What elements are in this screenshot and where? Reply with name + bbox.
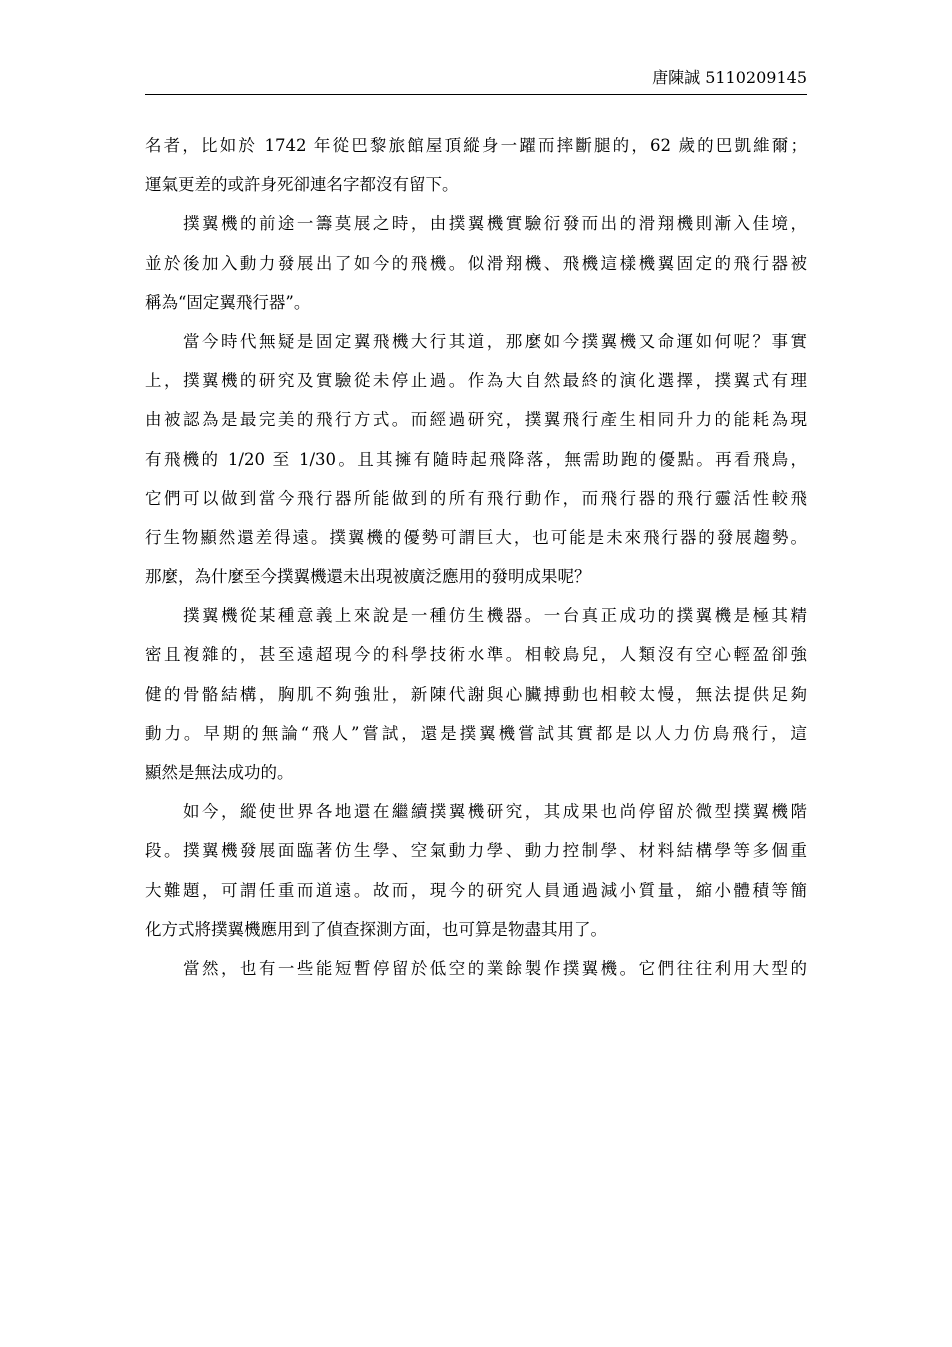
text-line: 當然，也有一些能短暫停留於低空的業餘製作撲翼機。它們往往利用大型的 [183, 958, 807, 978]
text-line: 行生物顯然還差得遠。撲翼機的優勢可謂巨大，也可能是未來飛行器的發展趨勢。 [145, 527, 807, 547]
text-line: 如今，縱使世界各地還在繼續撲翼機研究，其成果也尚停留於微型撲翼機階 [183, 802, 807, 822]
text-line: 段。撲翼機發展面臨著仿生學、空氣動力學、動力控制學、材料結構學等多個重 [145, 841, 807, 861]
page-header [145, 66, 807, 96]
text-line: 由被認為是最完美的飛行方式。而經過研究，撲翼飛行產生相同升力的能耗為現 [145, 410, 807, 430]
text-line: 大難題，可謂任重而道遠。故而，現今的研究人員通過減小質量，縮小體積等簡 [145, 880, 807, 900]
text-line: 撲翼機從某種意義上來說是一種仿生機器。一台真正成功的撲翼機是極其精 [183, 606, 807, 626]
header-rule [145, 94, 807, 95]
text-line: 健的骨骼結構，胸肌不夠強壯，新陳代謝與心臟搏動也相較太慢，無法提供足夠 [145, 684, 807, 704]
text-line: 當今時代無疑是固定翼飛機大行其道，那麼如今撲翼機又命運如何呢？事實 [183, 331, 807, 351]
text-line: 上，撲翼機的研究及實驗從未停止過。作為大自然最終的演化選擇，撲翼式有理 [145, 371, 807, 391]
text-line: 撲翼機的前途一籌莫展之時，由撲翼機實驗衍發而出的滑翔機則漸入佳境， [183, 214, 807, 234]
body-text [145, 126, 807, 988]
text-line: 動力。早期的無論“飛人”嘗試，還是撲翼機嘗試其實都是以人力仿鳥飛行，這 [145, 723, 807, 743]
author-id-header: 唐陳誠 5110209145 [652, 68, 807, 87]
text-line: 有飛機的 1/20 至 1/30。且其擁有隨時起飛降落，無需助跑的優點。再看飛鳥， [145, 449, 807, 469]
text-line: 運氣更差的或許身死卻連名字都沒有留下。 [145, 175, 459, 195]
text-line: 化方式將撲翼機應用到了偵查探測方面，也可算是物盡其用了。 [145, 919, 607, 939]
text-line: 它們可以做到當今飛行器所能做到的所有飛行動作，而飛行器的飛行靈活性較飛 [145, 488, 807, 508]
text-line: 密且複雜的，甚至遠超現今的科學技術水準。相較鳥兒，人類沒有空心輕盈卻強 [145, 645, 807, 665]
text-line: 顯然是無法成功的。 [145, 763, 294, 782]
text-line: 那麼，為什麼至今撲翼機還未出現被廣泛應用的發明成果呢？ [145, 567, 591, 587]
text-line: 並於後加入動力發展出了如今的飛機。似滑翔機、飛機這樣機翼固定的飛行器被 [145, 253, 807, 273]
text-line: 名者，比如於 1742 年從巴黎旅館屋頂縱身一躍而摔斷腿的，62 歲的巴凱維爾； [145, 136, 807, 155]
text-line: 稱為“固定翼飛行器”。 [145, 292, 311, 312]
